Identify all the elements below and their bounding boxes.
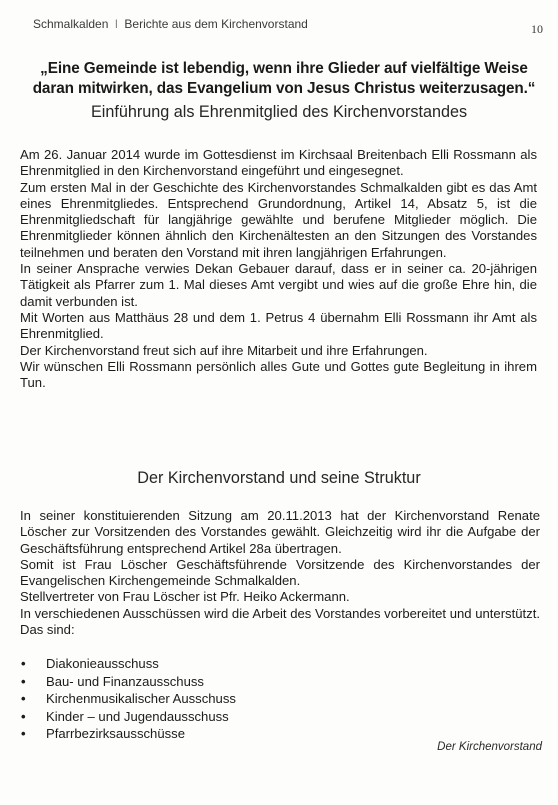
paragraph: Mit Worten aus Matthäus 28 und dem 1. Petrus 4 übernahm Elli Rossmann ihr Amt als Ehrenmitglied. [20, 309, 537, 342]
header-location: Schmalkalden [33, 17, 109, 31]
bullet-icon: • [21, 691, 26, 707]
bullet-icon: • [21, 656, 26, 671]
paragraph: Stellvertreter von Frau Löscher ist Pfr. Heiko Ackermann. [20, 589, 350, 605]
paragraph: Am 26. Januar 2014 wurde im Gottesdienst im Kirchsaal Breitenbach Elli Rossmann als Ehrenmitglied in den Kirchenvorstand eingeführt und eingesegnet. [20, 147, 537, 179]
article-body-structure [20, 508, 540, 638]
paragraph: Somit ist Frau Löscher Geschäftsführende Vorsitzende des Kirchenvorstandes der Evangelischen Kirchengemeinde Schmalkalden. [20, 556, 540, 589]
bullet-icon: • [21, 673, 26, 689]
motto-quote: „Eine Gemeinde ist lebendig, wenn ihre Glieder auf vielfältige Weise daran mitwirken, das Evangelium von Jesus Christus weiterzusagen.“ [32, 60, 536, 97]
paragraph: In seiner Ansprache verwies Dekan Gebauer darauf, dass er in seiner ca. 20-jährigen Tätigkeit als Pfarrer zum 1. Mal dieses Amt vergibt und wies auf die große Ehre hin, die damit verbunden ist. [20, 261, 537, 309]
article-heading-honorary-member: Einführung als Ehrenmitglied des Kirchenvorstandes [90, 103, 468, 121]
paragraph: Zum ersten Mal in der Geschichte des Kirchenvorstandes Schmalkalden gibt es das Amt eines Ehrenmitgliedes. Entsprechend Grundordnung, Artikel 14, Absatz 5, ist die Ehrenmitgliedschaft für langjährige gewählte und berufene Mitglieder möglich. Die Ehrenmitglieder können ähnlich den Kirchenältesten an den Sitzungen des Vorstandes teilnehmen und beraten den Vorstand mit ihren langjährigen Erfahrungen. [20, 179, 537, 260]
list-item [20, 690, 320, 708]
running-header [33, 17, 308, 31]
signature: Der Kirchenvorstand [437, 741, 542, 753]
list-item [20, 673, 320, 691]
list-item [20, 655, 320, 673]
bullet-icon: • [21, 726, 26, 742]
paragraph: Wir wünschen Elli Rossmann persönlich alles Gute und Gottes gute Begleitung in ihrem Tun. [20, 358, 537, 391]
committee-name: Bau- und Finanzausschuss [46, 673, 204, 689]
committee-list [20, 655, 320, 743]
committee-name: Diakonieausschuss [46, 656, 159, 671]
header-section: Berichte aus dem Kirchenvorstand [124, 17, 308, 31]
committee-name: Kirchenmusikalischer Ausschuss [46, 691, 236, 707]
paragraph: Der Kirchenvorstand freut sich auf ihre Mitarbeit und ihre Erfahrungen. [20, 342, 428, 358]
paragraph: In verschiedenen Ausschüssen wird die Arbeit des Vorstandes vorbereitet und unterstützt. Das sind: [20, 605, 540, 638]
article-body-honorary-member [20, 147, 537, 391]
page-header [33, 14, 543, 36]
paragraph: In seiner konstituierenden Sitzung am 20.11.2013 hat der Kirchenvorstand Renate Löscher zur Vorsitzenden des Vorstandes gewählt. Gleichzeitig wird ihr die Aufgabe der Geschäftsführung entsprechend Artikel 28a übertragen. [20, 508, 540, 556]
list-item [20, 708, 320, 726]
bullet-icon: • [21, 708, 26, 724]
committee-name: Kinder – und Jugendausschuss [46, 708, 229, 724]
page-number: 10 [531, 22, 543, 36]
committee-name: Pfarrbezirksausschüsse [46, 726, 185, 742]
article-heading-structure: Der Kirchenvorstand und seine Struktur [137, 469, 421, 487]
list-item [20, 725, 320, 743]
header-separator: I [114, 17, 119, 31]
